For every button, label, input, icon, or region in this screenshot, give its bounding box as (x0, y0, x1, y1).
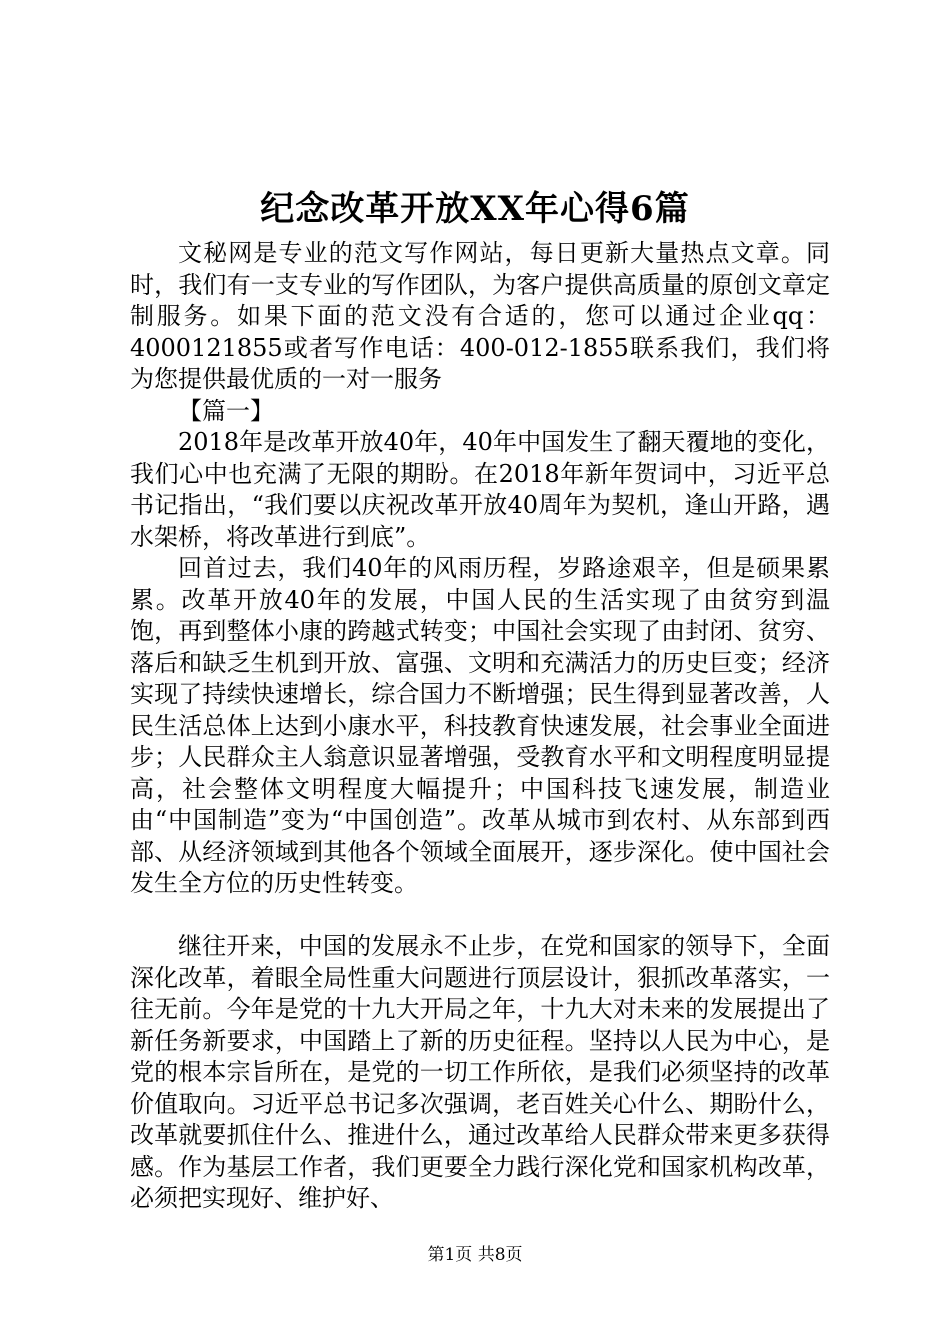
body-paragraph-3: 继往开来，中国的发展永不止步，在党和国家的领导下，全面深化改革，着眼全局性重大问题进行顶层设计，狠抓改革落实，一往无前。今年是党的十九大开局之年，十九大对未来的发展提出了新任务新要求，中国踏上了新的历史征程。坚持以人民为中心，是党的根本宗旨所在，是党的一切工作所依，是我们必须坚持的改革价值取向。习近平总书记多次强调，老百姓关心什么、期盼什么，改革就要抓住什么、推进什么，通过改革给人民群众带来更多获得感。作为基层工作者，我们更要全力践行深化党和国家机构改革，必须把实现好、维护好、 (130, 932, 830, 1212)
document-body (130, 238, 830, 1215)
paragraph-spacer (130, 900, 830, 932)
page-footer: 第1页 共8页 (427, 1245, 523, 1265)
intro-paragraph: 文秘网是专业的范文写作网站，每日更新大量热点文章。同时，我们有一支专业的写作团队，为客户提供高质量的原创文章定制服务。如果下面的范文没有合适的，您可以通过企业qq：4000121855或者写作电话：400-012-1855联系我们，我们将为您提供最优质的一对一服务 (130, 239, 830, 393)
section-heading: 【篇一】 (178, 396, 274, 425)
document-title: 纪念改革开放XX年心得6篇 (260, 189, 690, 229)
body-paragraph-1: 2018年是改革开放40年，40年中国发生了翻天覆地的变化，我们心中也充满了无限的期盼。在2018年新年贺词中，习近平总书记指出，“我们要以庆祝改革开放40周年为契机，逢山开路，遇水架桥，将改革进行到底”。 (130, 428, 830, 551)
body-paragraph-2: 回首过去，我们40年的风雨历程，岁路途艰辛，但是硕果累累。改革开放40年的发展，中国人民的生活实现了由贫穷到温饱，再到整体小康的跨越式转变；中国社会实现了由封闭、贫穷、落后和缺乏生机到开放、富强、文明和充满活力的历史巨变；经济实现了持续快速增长，综合国力不断增强；民生得到显著改善，人民生活总体上达到小康水平，科技教育快速发展，社会事业全面进步；人民群众主人翁意识显著增强，受教育水平和文明程度明显提高，社会整体文明程度大幅提升；中国科技飞速发展，制造业由“中国制造”变为“中国创造”。改革从城市到农村、从东部到西部、从经济领域到其他各个领域全面展开，逐步深化。使中国社会发生全方位的历史性转变。 (130, 554, 830, 897)
